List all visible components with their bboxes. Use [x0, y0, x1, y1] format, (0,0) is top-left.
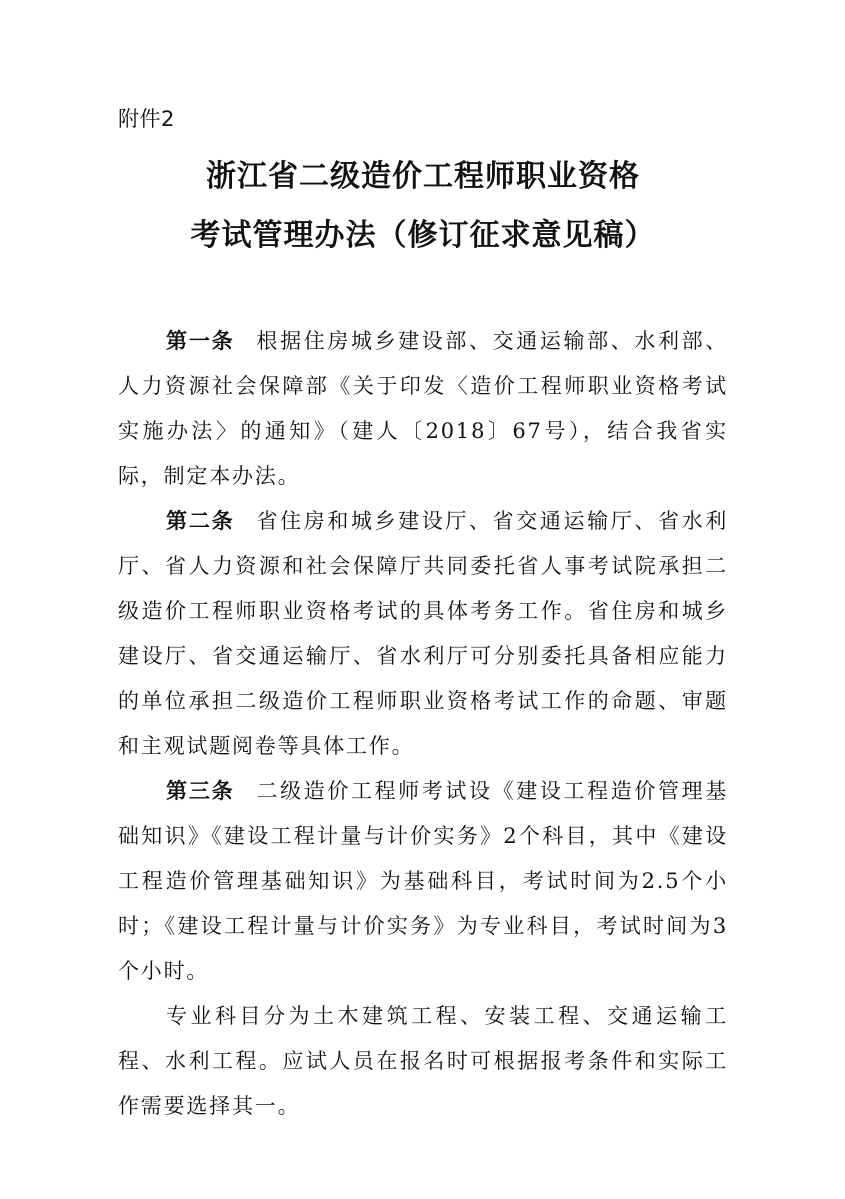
- article-1-paragraph: [118, 319, 728, 499]
- article-2-paragraph: [118, 499, 728, 769]
- document-title-line-1: 浙江省二级造价工程师职业资格: [206, 159, 640, 194]
- article-3-text: 二级造价工程师考试设《建设工程造价管理基础知识》《建设工程计量与计价实务》2个科目，其中《建设工程造价管理基础知识》为基础科目，考试时间为2.5个小时；《建设工程计量与计价实务》为专业科目，考试时间为3个小时。: [118, 779, 729, 983]
- article-1-text: 根据住房城乡建设部、交通运输部、水利部、人力资源社会保障部《关于印发〈造价工程师职业资格考试实施办法〉的通知》（建人〔2018〕67号），结合我省实际，制定本办法。: [118, 329, 729, 488]
- document-title-line-2: 考试管理办法（修订征求意见稿）: [190, 218, 656, 253]
- article-2-text: 省住房和城乡建设厅、省交通运输厅、省水利厅、省人力资源和社会保障厅共同委托省人事考试院承担二级造价工程师职业资格考试的具体考务工作。省住房和城乡建设厅、省交通运输厅、省水利厅可分别委托具备相应能力的单位承担二级造价工程师职业资格考试工作的命题、审题和主观试题阅卷等具体工作。: [118, 509, 729, 758]
- article-3-paragraph: [118, 769, 728, 994]
- attachment-label: 附件2: [118, 107, 175, 131]
- article-3-number: 第三条: [166, 779, 235, 803]
- article-1-number: 第一条: [166, 329, 235, 353]
- article-2-number: 第二条: [166, 509, 235, 533]
- document-body: [118, 319, 728, 1129]
- article-3-subparagraph: 专业科目分为土木建筑工程、安装工程、交通运输工程、水利工程。应试人员在报名时可根据报考条件和实际工作需要选择其一。: [118, 1004, 728, 1118]
